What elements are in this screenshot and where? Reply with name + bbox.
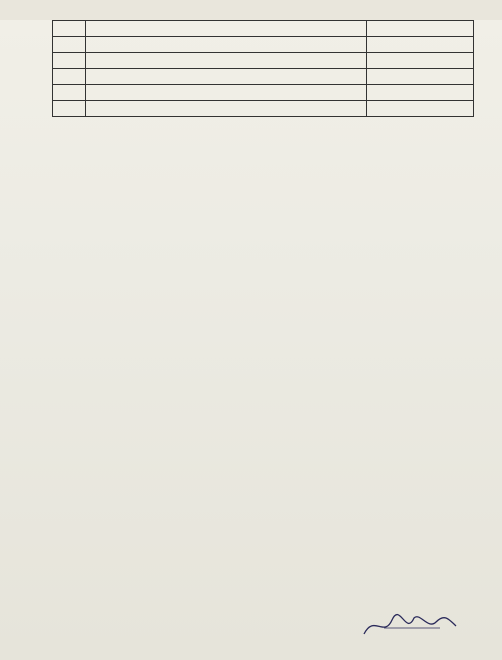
table-cell-participants — [86, 53, 367, 69]
fee-table-header-fee — [367, 21, 474, 37]
table-cell-fee — [367, 69, 474, 85]
table-cell-participants — [86, 101, 367, 117]
table-cell-sn — [53, 37, 86, 53]
fee-table — [52, 20, 474, 117]
fee-table-header-participants — [86, 21, 367, 37]
fee-table-header-sn — [53, 21, 86, 37]
table-row — [53, 53, 474, 69]
table-cell-fee — [367, 37, 474, 53]
table-cell-sn — [53, 101, 86, 117]
table-cell-participants — [86, 69, 367, 85]
table-cell-fee — [367, 85, 474, 101]
table-cell-participants — [86, 85, 367, 101]
press-note-document — [0, 20, 502, 660]
table-cell-fee — [367, 53, 474, 69]
handwritten-signature — [344, 608, 474, 648]
table-cell-participants — [86, 37, 367, 53]
table-row — [53, 37, 474, 53]
table-cell-sn — [53, 85, 86, 101]
fee-table-header-row — [53, 21, 474, 37]
table-cell-sn — [53, 69, 86, 85]
signature-block — [344, 614, 474, 654]
table-cell-fee — [367, 101, 474, 117]
table-row — [53, 85, 474, 101]
table-row — [53, 69, 474, 85]
table-cell-sn — [53, 53, 86, 69]
table-row — [53, 101, 474, 117]
